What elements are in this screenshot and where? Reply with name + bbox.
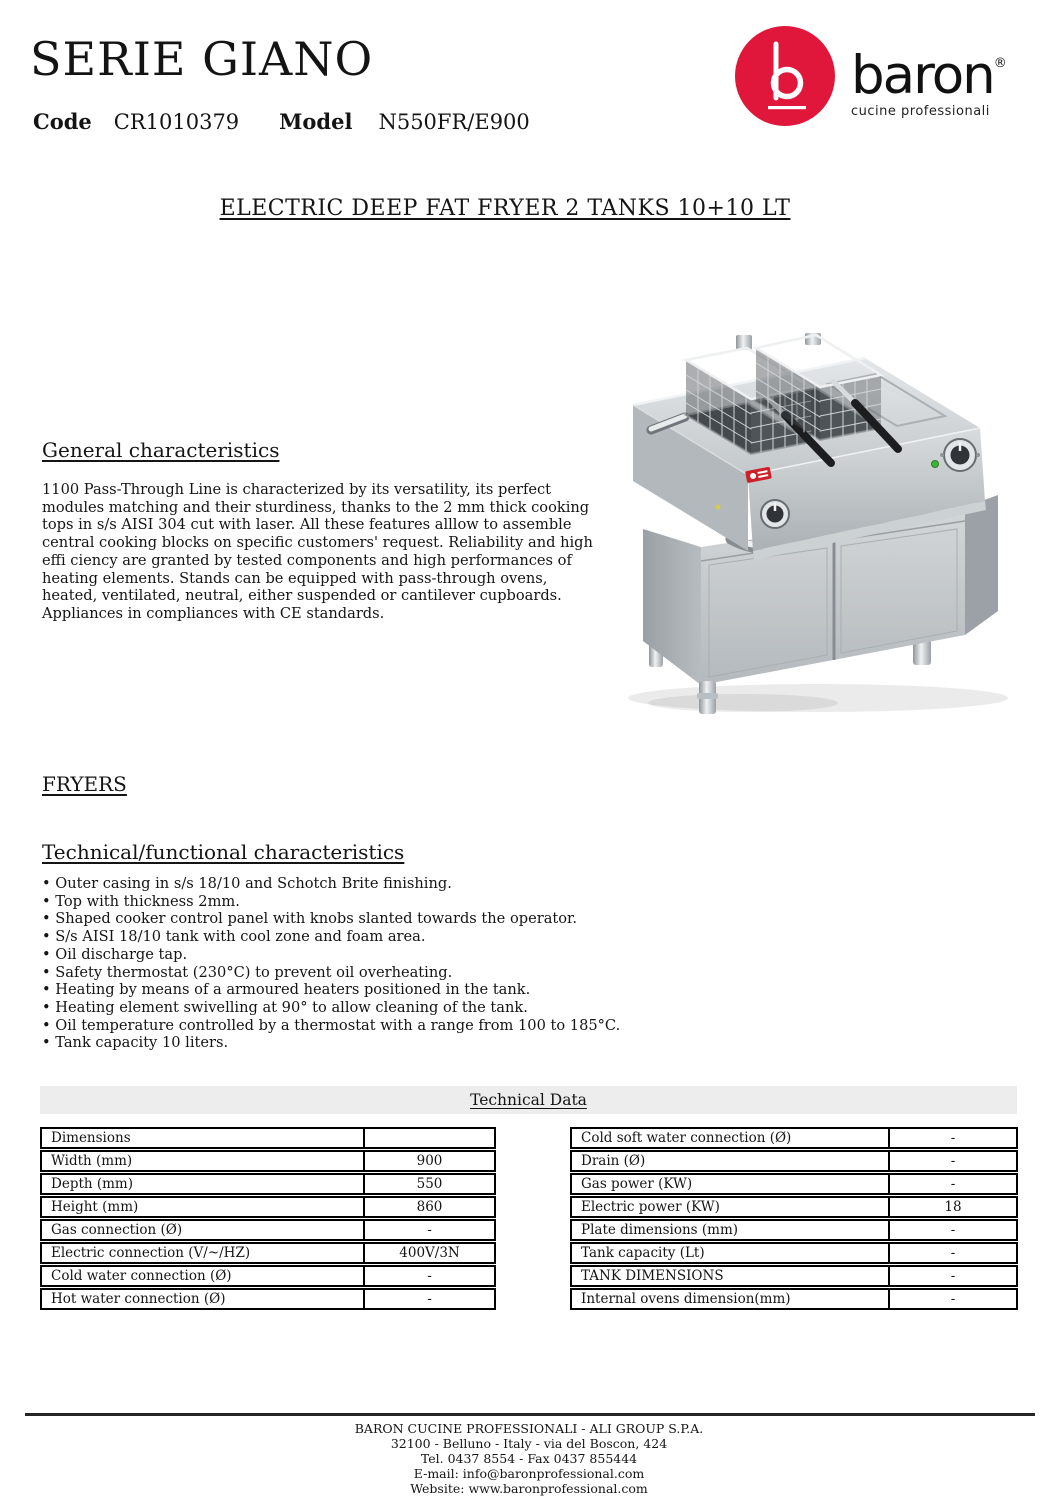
pilot-light: [716, 505, 721, 510]
spec-label: Hot water connection (Ø): [42, 1290, 365, 1308]
spec-value: 400V/3N: [399, 1245, 460, 1261]
spec-label: Plate dimensions (mm): [572, 1221, 890, 1239]
spec-value: 550: [416, 1176, 443, 1192]
footer-line: BARON CUCINE PROFESSIONALI - ALI GROUP S.P.A.: [354, 1421, 704, 1436]
spec-label: Depth (mm): [42, 1175, 365, 1193]
general-characteristics-heading: General characteristics: [42, 438, 280, 462]
power-indicator: [932, 461, 939, 468]
brand-logo: [735, 26, 1007, 126]
list-item: • Heating element swivelling at 90° to allow cleaning of the tank.: [42, 999, 642, 1017]
table-row: [40, 1265, 496, 1287]
registered-mark: ®: [993, 56, 1007, 71]
spec-label: TANK DIMENSIONS: [572, 1267, 890, 1285]
technical-data-table-right: [570, 1127, 1018, 1311]
technical-data-banner: [40, 1086, 1017, 1114]
brand-name: baron: [851, 45, 994, 106]
table-row: [40, 1242, 496, 1264]
table-row: [570, 1219, 1018, 1241]
spec-label: Cold soft water connection (Ø): [572, 1129, 890, 1147]
spec-value: -: [950, 1176, 956, 1192]
spec-label: Gas power (KW): [572, 1175, 890, 1193]
technical-characteristics-list: [42, 875, 642, 1052]
general-characteristics-text: 1100 Pass-Through Line is characterized by its versatility, its perfect modules matching and their sturdiness, thanks to the 2 mm thick cooking tops in s/s AISI 304 cut with laser. All these features alllow to assemble central cooking blocks on specific customers' request. Reliability and high effi ciency are granted by tested components and high performances of heating elements. Stands can be equipped with pass-through ovens, heated, ventilated, neutral, either suspended or cantilever cupboards. Appliances in compliances with CE standards.: [42, 481, 593, 622]
product-photo: [613, 333, 1040, 718]
code-model-line: [33, 109, 530, 134]
technical-data-heading: Technical Data: [470, 1091, 587, 1109]
footer-line: Tel. 0437 8554 - Fax 0437 855444: [420, 1451, 638, 1466]
spec-value: -: [427, 1268, 432, 1284]
product-title: ELECTRIC DEEP FAT FRYER 2 TANKS 10+10 LT: [219, 196, 791, 221]
model-label: Model: [279, 109, 353, 134]
spec-label: Cold water connection (Ø): [42, 1267, 365, 1285]
table-row: [570, 1127, 1018, 1149]
spec-label: Height (mm): [42, 1198, 365, 1216]
table-row: [570, 1242, 1018, 1264]
table-row: [40, 1288, 496, 1310]
brand-wordmark: [851, 26, 1007, 126]
list-item: • Top with thickness 2mm.: [42, 893, 642, 911]
page-title: SERIE GIANO: [30, 32, 374, 86]
spec-label: Drain (Ø): [572, 1152, 890, 1170]
footer-divider: [25, 1413, 1035, 1416]
technical-characteristics-heading: Technical/functional characteristics: [42, 840, 405, 864]
list-item: • Tank capacity 10 liters.: [42, 1034, 642, 1052]
spec-value: -: [950, 1222, 956, 1238]
spec-label: Electric connection (V/~/HZ): [42, 1244, 365, 1262]
spec-value: -: [950, 1268, 956, 1284]
spec-value: -: [950, 1130, 956, 1146]
table-row: [40, 1196, 496, 1218]
spec-value: 860: [416, 1199, 443, 1215]
list-item: • Oil temperature controlled by a thermostat with a range from 100 to 185°C.: [42, 1017, 642, 1035]
spec-value: -: [950, 1291, 956, 1307]
list-item: • Heating by means of a armoured heaters positioned in the tank.: [42, 981, 642, 999]
footer: [0, 1421, 1058, 1496]
code-label: Code: [33, 109, 92, 134]
spec-label: Tank capacity (Lt): [572, 1244, 890, 1262]
model-value: N550FR/E900: [378, 110, 530, 134]
table-row: [570, 1150, 1018, 1172]
list-item: • Oil discharge tap.: [42, 946, 642, 964]
spec-value: 18: [944, 1199, 962, 1215]
technical-data-table-left: [40, 1127, 496, 1311]
spec-label: Gas connection (Ø): [42, 1221, 365, 1239]
control-knob: [761, 500, 789, 528]
spec-label: Electric power (KW): [572, 1198, 890, 1216]
spec-value: -: [950, 1245, 956, 1261]
spec-value: 900: [416, 1153, 443, 1169]
footer-line: 32100 - Belluno - Italy - via del Boscon, 424: [390, 1436, 668, 1451]
footer-line: Website: www.baronprofessional.com: [410, 1481, 648, 1496]
spec-label: Internal ovens dimension(mm): [572, 1290, 890, 1308]
list-item: • Outer casing in s/s 18/10 and Schotch Brite finishing.: [42, 875, 642, 893]
table-row: [570, 1196, 1018, 1218]
table-row: [570, 1265, 1018, 1287]
code-value: CR1010379: [113, 110, 240, 134]
list-item: • S/s AISI 18/10 tank with cool zone and foam area.: [42, 928, 642, 946]
spec-label: Width (mm): [42, 1152, 365, 1170]
table-row: [40, 1150, 496, 1172]
baron-monogram-icon: [735, 26, 835, 126]
spec-value: -: [427, 1291, 432, 1307]
spec-label: Dimensions: [42, 1129, 365, 1147]
table-row: [40, 1219, 496, 1241]
table-row: [40, 1173, 496, 1195]
list-item: • Safety thermostat (230°C) to prevent oil overheating.: [42, 964, 642, 982]
brand-tagline: cucine professionali: [851, 103, 990, 119]
table-row: [570, 1173, 1018, 1195]
category-heading: FRYERS: [42, 772, 127, 796]
table-row: [570, 1288, 1018, 1310]
spec-value: -: [950, 1153, 956, 1169]
table-row: [40, 1127, 496, 1149]
footer-line: E-mail: info@baronprofessional.com: [413, 1466, 645, 1481]
spec-value: -: [427, 1222, 432, 1238]
list-item: • Shaped cooker control panel with knobs slanted towards the operator.: [42, 910, 642, 928]
